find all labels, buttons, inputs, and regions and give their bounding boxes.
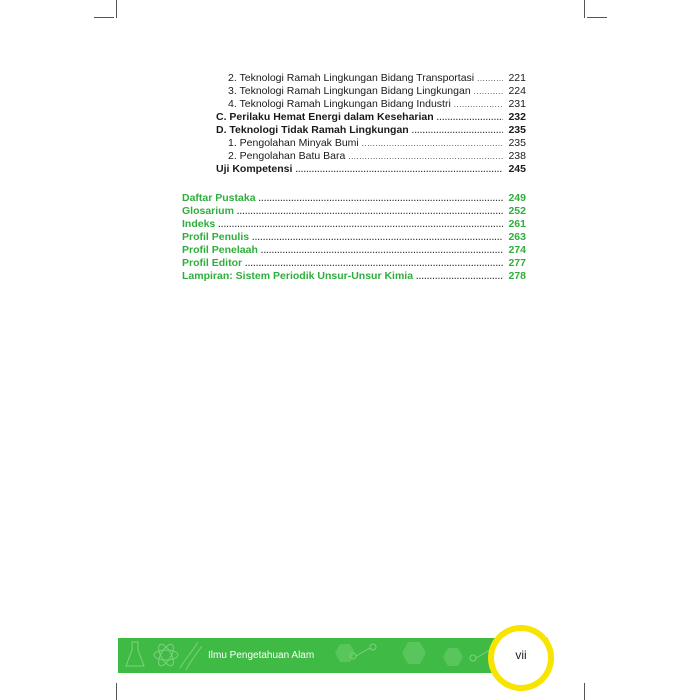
toc-back-entry[interactable]	[182, 270, 526, 283]
toc-back-title: Profil Penelaah	[182, 244, 258, 256]
toc-back-title: Indeks	[182, 218, 216, 230]
toc-back-page: 274	[508, 244, 526, 256]
toc-entry-title: 2. Pengolahan Batu Bara	[228, 150, 346, 162]
toc-dot-leader	[218, 218, 503, 231]
toc-entry[interactable]	[216, 163, 526, 176]
toc-entry-page: 245	[508, 163, 526, 175]
toc-entry[interactable]	[228, 137, 526, 150]
toc-back-entry[interactable]	[182, 205, 526, 218]
toc-back-entry[interactable]	[182, 257, 526, 270]
toc-dot-leader	[245, 257, 503, 270]
footer-book-title: Ilmu Pengetahuan Alam	[208, 650, 315, 661]
toc-back-title: Profil Editor	[182, 257, 243, 269]
toc-back-entry[interactable]	[182, 231, 526, 244]
toc-back-title: Glosarium	[182, 205, 234, 217]
toc-entry-title: 2. Teknologi Ramah Lingkungan Bidang Transportasi	[228, 72, 475, 84]
toc-back-title: Lampiran: Sistem Periodik Unsur-Unsur Kimia	[182, 270, 414, 282]
toc-entry-page: 235	[508, 124, 526, 136]
toc-dot-leader	[259, 192, 503, 205]
toc-entry-page: 221	[508, 72, 526, 84]
toc-back-page: 252	[508, 205, 526, 217]
toc-back-title: Daftar Pustaka	[182, 192, 256, 204]
toc-entry-page: 224	[508, 85, 526, 97]
toc-back-page: 263	[508, 231, 526, 243]
toc-dot-leader	[412, 124, 503, 137]
toc-entry-page: 238	[508, 150, 526, 162]
toc-back-page: 278	[508, 270, 526, 282]
toc-back-entry[interactable]	[182, 192, 526, 205]
toc-dot-leader	[477, 72, 503, 85]
toc-back-entry[interactable]	[182, 244, 526, 257]
toc-back-page: 249	[508, 192, 526, 204]
toc-back-page: 277	[508, 257, 526, 269]
toc-back-page: 261	[508, 218, 526, 230]
toc-dot-leader	[237, 205, 503, 218]
toc-entry-title: D. Teknologi Tidak Ramah Lingkungan	[216, 124, 409, 136]
toc-back-entry[interactable]	[182, 218, 526, 231]
toc-entry[interactable]	[228, 85, 526, 98]
toc-entry-title: 4. Teknologi Ramah Lingkungan Bidang Industri	[228, 98, 451, 110]
toc-entry[interactable]	[228, 150, 526, 163]
page-number: vii	[515, 648, 527, 662]
toc-dot-leader	[348, 150, 503, 163]
toc-entry-title: 3. Teknologi Ramah Lingkungan Bidang Lingkungan	[228, 85, 471, 97]
footer-band	[118, 638, 548, 673]
science-decoration-icon	[118, 638, 548, 673]
toc-entry-title: Uji Kompetensi	[216, 163, 293, 175]
toc-entry-title: C. Perilaku Hemat Energi dalam Keseharian	[216, 111, 434, 123]
toc-dot-leader	[295, 163, 503, 176]
toc-entry[interactable]	[228, 72, 526, 85]
toc-entry-page: 235	[508, 137, 526, 149]
toc-dot-leader	[416, 270, 503, 283]
toc-entry[interactable]	[228, 98, 526, 111]
toc-dot-leader	[252, 231, 503, 244]
toc-dot-leader	[454, 98, 503, 111]
toc-back-title: Profil Penulis	[182, 231, 250, 243]
toc-entry-title: 1. Pengolahan Minyak Bumi	[228, 137, 359, 149]
toc-entry-page: 231	[508, 98, 526, 110]
toc-dot-leader	[261, 244, 503, 257]
toc-dot-leader	[474, 85, 503, 98]
toc-entry[interactable]	[216, 124, 526, 137]
toc-entry-page: 232	[508, 111, 526, 123]
toc-dot-leader	[362, 137, 503, 150]
toc-entry[interactable]	[216, 111, 526, 124]
toc-dot-leader	[437, 111, 503, 124]
